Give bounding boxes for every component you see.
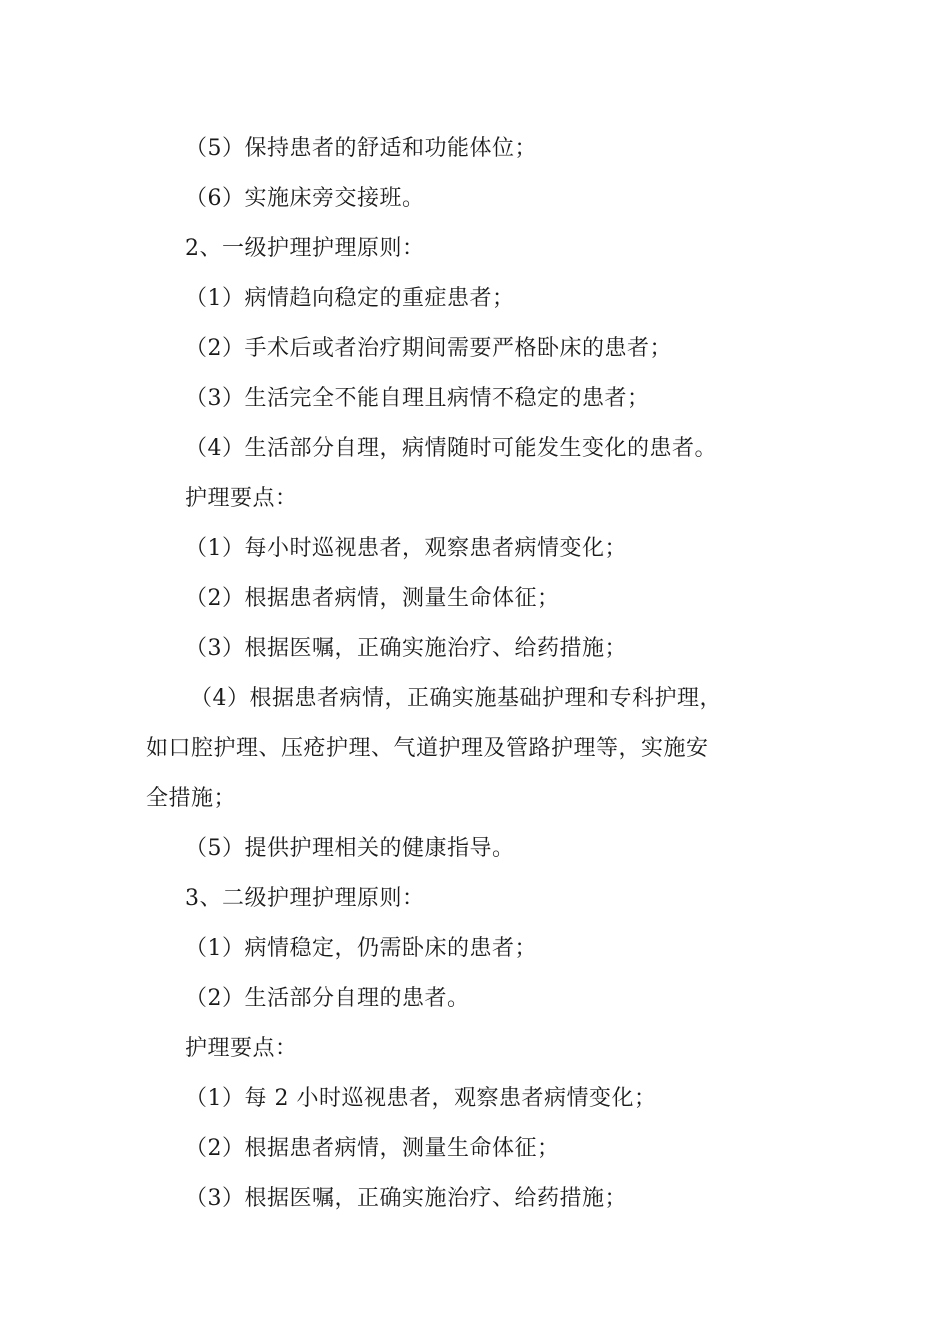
text-line: （4）生活部分自理，病情随时可能发生变化的患者。: [185, 436, 717, 461]
text-line: （2）生活部分自理的患者。: [185, 986, 470, 1011]
text-line: （5）保持患者的舒适和功能体位；: [185, 136, 537, 161]
text-line: 全措施；: [146, 786, 237, 811]
subheading: 护理要点：: [185, 1036, 298, 1061]
text-line: （2）根据患者病情，测量生命体征；: [185, 1136, 560, 1161]
section-heading: 2、一级护理护理原则：: [185, 236, 425, 261]
text-line: （5）提供护理相关的健康指导。: [185, 836, 515, 861]
text-line: （3）根据医嘱，正确实施治疗、给药措施；: [185, 1186, 627, 1211]
text-line: （4）根据患者病情，正确实施基础护理和专科护理，: [190, 686, 722, 711]
text-line: （2）根据患者病情，测量生命体征；: [185, 586, 560, 611]
text-line: （1）病情趋向稳定的重症患者；: [185, 286, 515, 311]
text-line: （1）每 2 小时巡视患者，观察患者病情变化；: [185, 1086, 657, 1111]
text-line: （2）手术后或者治疗期间需要严格卧床的患者；: [185, 336, 672, 361]
text-line: （6）实施床旁交接班。: [185, 186, 425, 211]
text-line: （1）病情稳定，仍需卧床的患者；: [185, 936, 537, 961]
text-line: （3）生活完全不能自理且病情不稳定的患者；: [185, 386, 650, 411]
section-heading: 3、二级护理护理原则：: [185, 886, 425, 911]
text-line: 如口腔护理、压疮护理、气道护理及管路护理等，实施安: [146, 736, 709, 761]
text-line: （3）根据医嘱，正确实施治疗、给药措施；: [185, 636, 627, 661]
subheading: 护理要点：: [185, 486, 298, 511]
text-line: （1）每小时巡视患者，观察患者病情变化；: [185, 536, 627, 561]
